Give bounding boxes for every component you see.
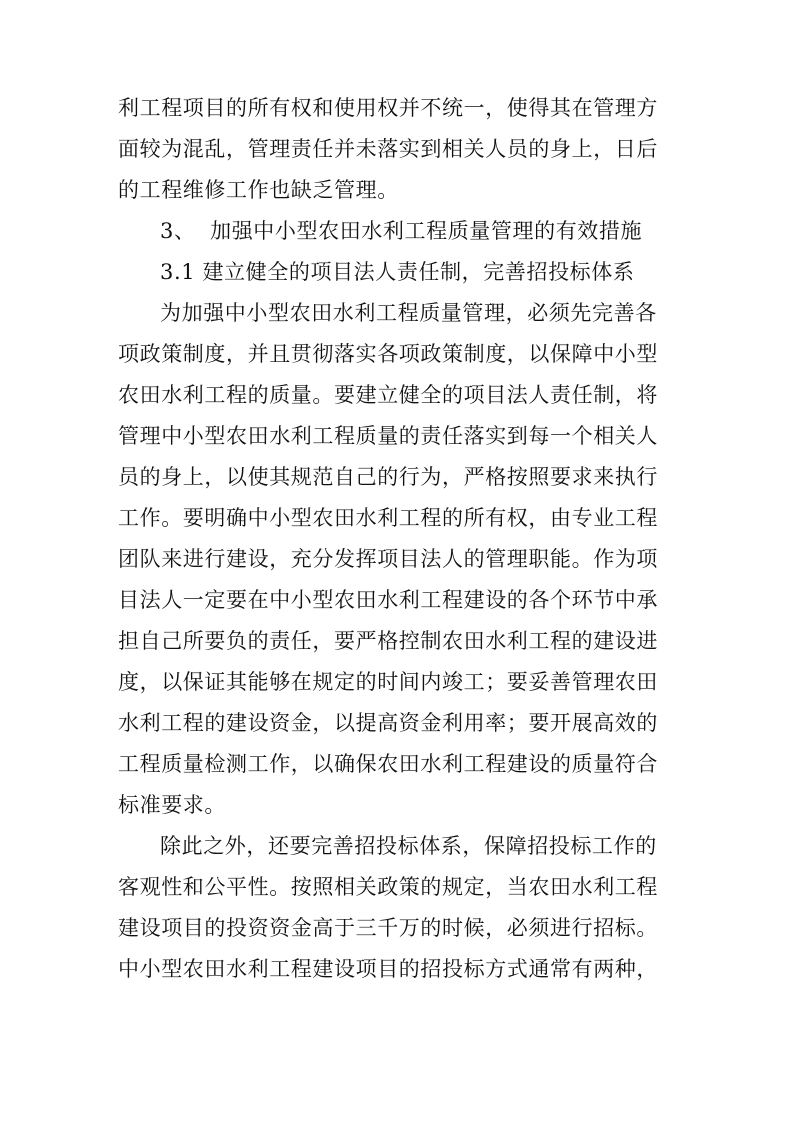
paragraph-line: 工作。要明确中小型农田水利工程的所有权，由专业工程 — [118, 506, 658, 530]
paragraph-line: 工程质量检测工作，以确保农田水利工程建设的质量符合 — [118, 752, 658, 776]
section-heading-text: 3、 加强中小型农田水利工程质量管理的有效措施 — [160, 219, 643, 243]
intro-line: 面较为混乱，管理责任并未落实到相关人员的身上，日后 — [118, 137, 658, 161]
paragraph-line: 建设项目的投资资金高于三千万的时候，必须进行招标。 — [118, 916, 658, 940]
subsection-heading — [118, 252, 676, 293]
paragraph-line: 农田水利工程的质量。要建立健全的项目法人责任制，将 — [118, 383, 658, 407]
paragraph-line: 团队来进行建设，充分发挥项目法人的管理职能。作为项 — [118, 547, 658, 571]
paragraph-line: 客观性和公平性。按照相关政策的规定，当农田水利工程 — [118, 875, 658, 899]
paragraph-line: 中小型农田水利工程建设项目的招投标方式通常有两种， — [118, 957, 658, 981]
paragraph-line: 水利工程的建设资金，以提高资金利用率；要开展高效的 — [118, 711, 658, 735]
intro-line: 的工程维修工作也缺乏管理。 — [118, 178, 399, 202]
document-body — [118, 88, 676, 990]
paragraph-2 — [118, 826, 676, 990]
paragraph-line: 标准要求。 — [118, 793, 226, 817]
subsection-heading-text: 3.1 建立健全的项目法人责任制，完善招投标体系 — [160, 260, 635, 284]
intro-paragraph — [118, 88, 676, 211]
paragraph-line: 担自己所要负的责任，要严格控制农田水利工程的建设进 — [118, 629, 658, 653]
paragraph-line: 员的身上，以使其规范自己的行为，严格按照要求来执行 — [118, 465, 658, 489]
section-heading — [118, 211, 676, 252]
paragraph-line: 除此之外，还要完善招投标体系，保障招投标工作的 — [160, 834, 657, 858]
paragraph-line: 度，以保证其能够在规定的时间内竣工；要妥善管理农田 — [118, 670, 658, 694]
paragraph-1 — [118, 293, 676, 826]
intro-line: 利工程项目的所有权和使用权并不统一，使得其在管理方 — [118, 96, 658, 120]
paragraph-line: 为加强中小型农田水利工程质量管理，必须先完善各 — [160, 301, 657, 325]
paragraph-line: 目法人一定要在中小型农田水利工程建设的各个环节中承 — [118, 588, 658, 612]
paragraph-line: 管理中小型农田水利工程质量的责任落实到每一个相关人 — [118, 424, 658, 448]
paragraph-line: 项政策制度，并且贯彻落实各项政策制度，以保障中小型 — [118, 342, 658, 366]
